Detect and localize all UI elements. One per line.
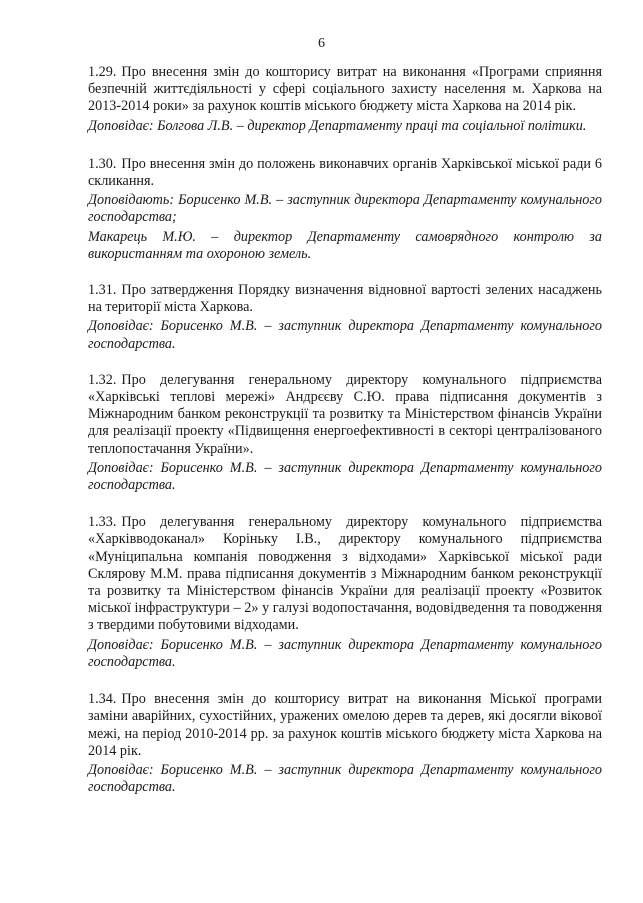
reporter-line: Доповідає: Борисенко М.В. – заступник директора Департаменту комунального господарства. (88, 459, 602, 494)
reporter-line: Макарець М.Ю. – директор Департаменту самоврядного контролю за використанням та охороною земель. (88, 228, 602, 262)
agenda-item-title: Про внесення змін до положень виконавчих органів Харківської міської ради 6 скликання. (88, 155, 602, 190)
reporter-line: Доповідає: Болгова Л.В. – директор Департаменту праці та соціальної політики. (88, 117, 587, 134)
agenda-item-title: Про делегування генеральному директору комунального підприємства «Харківські теплові мережі» Андрєєву С.Ю. права підписання документів з Міжнародним банком реконструкції та розвитку та Міністерством фінансів України для реалізації проекту «Підвищення енергоефективності в секторі централізованого теплопостачання України». (88, 371, 602, 457)
agenda-item-number: 1.32. (88, 371, 117, 388)
agenda-item-text (88, 156, 602, 190)
agenda-item-text (88, 282, 602, 316)
agenda-item-number: 1.29. (88, 64, 117, 80)
agenda-list (88, 64, 602, 815)
reporter-line: Доповідає: Борисенко М.В. – заступник директора Департаменту комунального господарства. (88, 318, 602, 352)
reporter-line: Доповідає: Борисенко М.В. – заступник директора Департаменту комунального господарства. (88, 636, 602, 670)
reporter-line: Доповідають: Борисенко М.В. – заступник директора Департаменту комунального господарства; (88, 192, 602, 226)
agenda-item-number: 1.33. (88, 514, 117, 531)
agenda-item-text (88, 64, 602, 116)
agenda-item-text (88, 691, 602, 760)
reporter-line: Доповідає: Борисенко М.В. – заступник директора Департаменту комунального господарства. (88, 761, 602, 796)
agenda-item-title: Про делегування генеральному директору комунального підприємства «Харківводоканал» Корінькy І.В., директору комунального підприємства «Муніципальна компанія поводження з відходами» Харківської міської ради Склярову М.М. права підписання документів з Міжнародним банком реконструкції та розвитку та Міністерством фінансів України для реалізації проекту «Розвиток міської інфраструктури – 2» у галузі водопостачання, водовідведення та поводження з твердими побутовими відходами. (88, 514, 602, 634)
agenda-item-1-33 (88, 514, 602, 671)
agenda-item-1-32 (88, 372, 602, 494)
agenda-item-1-34 (88, 691, 602, 796)
agenda-item-number: 1.34. (88, 691, 117, 708)
agenda-item-1-31 (88, 282, 602, 353)
agenda-item-title: Про внесення змін до кошторису витрат на виконання «Програми сприяння безпечній життєдіяльності у сфері соціального захисту населення м. Харкова на 2013-2014 роки» за рахунок коштів міського бюджету міста Харкова на 2014 рік. (88, 64, 602, 115)
agenda-item-1-29 (88, 64, 602, 135)
agenda-item-number: 1.31. (88, 282, 117, 299)
agenda-item-number: 1.30. (88, 155, 117, 172)
agenda-item-title: Про затвердження Порядку визначення відновної вартості зелених насаджень на території міста Харкова. (88, 282, 602, 316)
agenda-item-title: Про внесення змін до кошторису витрат на виконання Міської програми заміни аварійних, сухостійних, уражених омелою дерев та дерев, які досягли вікової межі, на період 2010-2014 рр. за рахунок коштів міського бюджету міста Харкова на 2014 рік. (88, 691, 602, 759)
agenda-item-1-30 (88, 156, 602, 263)
agenda-item-text (88, 372, 602, 458)
page-number: 6 (318, 36, 325, 51)
agenda-item-text (88, 514, 602, 634)
